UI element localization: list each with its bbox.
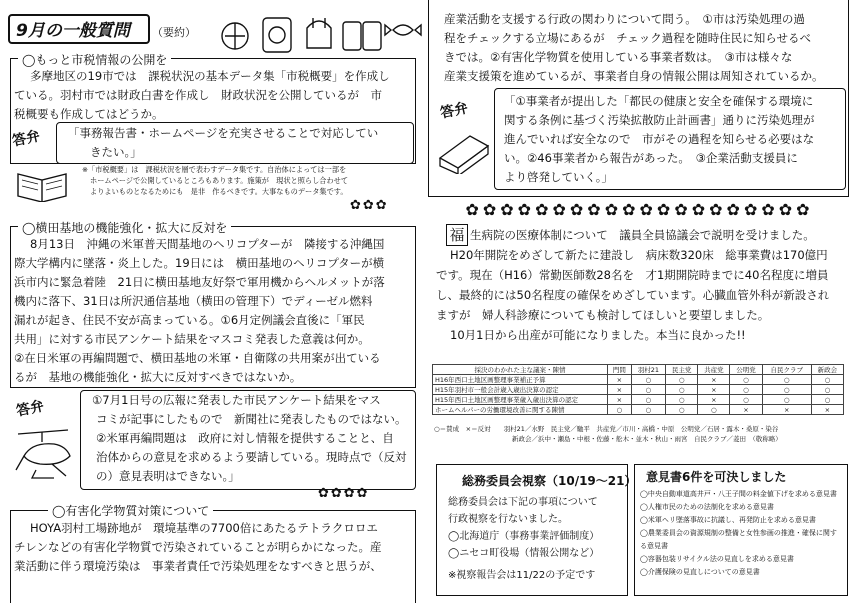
table-cell: ○ <box>811 395 843 405</box>
table-cell: H16年西口土地区画整理事業補正予算 <box>433 375 608 385</box>
fukushi-line-1: 生病院の医療体制について 議員全員協議会で説明を受けました。 <box>470 228 815 242</box>
table-cell: ○ <box>730 375 762 385</box>
ikensho-item: ◯介護保険の見直しについての意見書 <box>640 568 760 576</box>
chem-answer-5: より啓発していく。」 <box>504 170 614 184</box>
table-cell: ○ <box>631 405 665 415</box>
book-icon <box>14 164 74 202</box>
table-row <box>433 395 844 405</box>
table-cell: × <box>811 405 843 415</box>
answer-label: 答弁 <box>438 100 470 122</box>
table-cell: H15年西口土地区画整理事業歳入歳出決算の認定 <box>433 395 608 405</box>
answer-label: 答弁 <box>10 128 42 150</box>
table-cell: ○ <box>631 385 665 395</box>
ikensho-item: ◯米軍ヘリ墜落事故に抗議し、再発防止を求める意見書 <box>640 516 816 524</box>
fukushi-line-3: です。現在（H16）常勤医師数28名を 才1期開院時までに40名程度に増員 <box>436 268 829 282</box>
table-row <box>433 405 844 415</box>
lead-character: 福 <box>446 224 468 246</box>
table-cell: ○ <box>666 395 698 405</box>
soumu-title: 総務委員会視察（10/19～21） <box>462 474 637 488</box>
page-title: 9月の一般質問 <box>8 14 150 44</box>
table-cell: ○ <box>631 395 665 405</box>
leaf-ornament: ✿✿✿ <box>350 198 389 213</box>
table-cell: ○ <box>631 375 665 385</box>
chem-cont-3: きでは。②有害化学物質を使用している事業者数は。 ③市は様々な <box>444 50 793 64</box>
tax-line-3: 税概要も作成してはどうか。 <box>14 107 164 121</box>
ikensho-item: ◯中央自動車道高井戸・八王子間の料金値下げを求める意見書 <box>640 490 837 498</box>
chem-answer-1: 「①事業者が提出した「都民の健康と安全を確保する環境に <box>504 94 814 108</box>
ikensho-title: 意見書6件を可決しました <box>646 470 787 484</box>
tax-answer-1: 「事務報告書・ホームページを充実させることで対応してい <box>68 126 379 140</box>
chem-cont-4: 産業支援策を進めているが、事業者自身の情報公開は周知されているか。 <box>444 69 824 83</box>
table-header: 共産党 <box>698 365 730 375</box>
table-header: 公明党 <box>730 365 762 375</box>
table-cell: × <box>608 385 632 395</box>
decorative-items-illustration <box>215 8 425 58</box>
soumu-line-5: ※視察報告会は11/22の予定です <box>448 570 596 581</box>
yokota-answer-4: 治体からの意見を求めるよう要請している。現時点で（反対 <box>96 450 407 464</box>
chem-answer-3: 進んでいれば安全なので 市がその過程を知らせる必要はな <box>504 132 815 146</box>
yokota-answer-3: ②米軍再編問題は 政府に対し情報を提供することと、自 <box>96 431 394 445</box>
table-cell: H15年羽村市一般会計歳入歳出決算の認定 <box>433 385 608 395</box>
helicopter-icon <box>12 426 76 482</box>
table-cell: ○ <box>698 405 730 415</box>
vote-table <box>432 364 844 415</box>
table-cell: × <box>608 395 632 405</box>
table-cell: ○ <box>762 395 811 405</box>
table-header: 民主党 <box>666 365 698 375</box>
table-header: 門間 <box>608 365 632 375</box>
tax-note-3: よりよいものとなるためにも 是非 作るべきです。大事なものデータ集です。 <box>90 187 348 196</box>
vote-legend-1: ○＝賛成 ×＝反対 羽村21／水野 民主党／馳平 共産党／市川・高橋・中原 公明党／石居・露木・桑原・染谷 <box>434 425 779 433</box>
leaf-ornament: ✿✿✿✿ <box>318 486 370 501</box>
yokota-line-7: ②在日米軍の再編問題で、横田基地の米軍・自衛隊の共用案が出ている <box>14 351 381 365</box>
table-cell: ○ <box>608 405 632 415</box>
tax-line-1: 多摩地区の19市では 課税状況の基本データ集「市税概要」を作成し <box>30 69 390 83</box>
ikensho-item: ◯農業委員会の資源規制の整備と女性参画の推進・確保に関する意見書 <box>640 529 837 550</box>
books-icon <box>436 128 492 174</box>
soumu-line-3: ◯北海道庁（事務事業評価制度） <box>448 531 600 542</box>
table-cell: ホームヘルパーの労働環境改善に関する陳情 <box>433 405 608 415</box>
table-header: 採決のわかれた主な議案・陳情 <box>433 365 608 375</box>
table-cell: × <box>698 385 730 395</box>
table-cell: ○ <box>762 375 811 385</box>
table-cell: ○ <box>666 385 698 395</box>
chem-line-1: HOYA羽村工場跡地が 環境基準の7700倍にあたるテトラクロロエ <box>30 521 378 535</box>
yokota-line-4: 機内に落下、31日は所沢通信基地（横田の管理下）でディーゼル燃料 <box>14 294 373 308</box>
table-cell: ○ <box>666 405 698 415</box>
table-cell: ○ <box>762 385 811 395</box>
table-header-row <box>433 365 844 375</box>
table-cell: × <box>730 405 762 415</box>
soumu-line-1: 総務委員会は下記の事項について <box>448 497 598 508</box>
table-cell: × <box>698 375 730 385</box>
section-title-tax: ◯もっと市税情報の公開を <box>18 51 171 68</box>
yokota-line-8: るが 基地の機能強化・拡大に反対すべきではないか。 <box>14 370 302 384</box>
yokota-line-5: 漏れが起き、住民不安が高まっている。①6月定例議会直後に「軍民 <box>14 313 365 327</box>
yokota-answer-1: ①7月1日号の広報に発表した市民アンケート結果をマス <box>92 393 381 407</box>
yokota-answer-5: の）意見表明はできない。」 <box>96 469 240 483</box>
yokota-line-1: 8月13日 沖縄の米軍普天間基地のヘリコプターが 隣接する沖縄国 <box>30 237 385 251</box>
table-cell: ○ <box>666 375 698 385</box>
page-subtitle: （要約） <box>152 26 196 39</box>
chem-line-3: 業活動に伴う環境汚染は 事業者責任で汚染処理をなすべきと思うが、 <box>14 559 382 573</box>
tax-answer-2: きたい。」 <box>90 145 142 159</box>
answer-label: 答弁 <box>14 398 46 420</box>
soumu-line-4: ◯ニセコ町役場（情報公開など） <box>448 548 600 559</box>
vote-legend-2: 新政会／浜中・瀬島・中根・佐藤・舩木・並木・秋山・雨宮 自民クラブ／菱田 （敬称略） <box>512 435 782 443</box>
tax-note-2: ホームページで公開しているところもあります。施策が 現状と照らし合わせて <box>90 176 349 185</box>
table-cell: × <box>698 395 730 405</box>
section-title-chemicals: ◯有害化学物質対策について <box>48 502 213 519</box>
tax-note-1: ※「市税概要」は 課税状況を層で表わすデータ集です。自治体によっては一部を <box>82 165 347 174</box>
table-header: 自民クラブ <box>762 365 811 375</box>
table-cell: × <box>608 375 632 385</box>
table-cell: ○ <box>730 385 762 395</box>
tax-line-2: ている。羽村市では財政白書を作成し 財政状況を公開しているが 市 <box>14 88 382 102</box>
leaf-divider: ✿✿✿✿✿✿✿✿✿✿✿✿✿✿✿✿✿✿✿✿ <box>465 200 814 219</box>
chem-cont-1: 産業活動を支援する行政の関わりについて問う。 ①市は汚染処理の過 <box>444 12 805 26</box>
table-row <box>433 385 844 395</box>
table-cell: ○ <box>730 395 762 405</box>
chem-line-2: チレンなどの有害化学物質で汚染されていることが明らかになった。産 <box>14 540 382 554</box>
fukushi-line-4: し、最終的には50名程度の確保をめざしています。心臓血管外科が新設され <box>436 288 830 302</box>
table-cell: × <box>762 405 811 415</box>
chem-answer-4: い。②46事業者から報告があった。 ③企業活動支援員に <box>504 151 798 165</box>
fukushi-line-6: 10月1日から出産が可能になりました。本当に良かった!! <box>450 328 746 342</box>
yokota-line-6: 共用」に対する市民アンケート結果をマスコミ発表した意義は何か。 <box>14 332 370 346</box>
fukushi-line-2: H20年開院をめざして新たに建設し 病床数320床 総事業費は170億円 <box>450 248 828 262</box>
yokota-line-3: 浜市内に緊急着陸 21日に横田基地友好祭で軍用機からヘルメットが落 <box>14 275 385 289</box>
table-header: 羽村21 <box>631 365 665 375</box>
ikensho-item: ◯人権市民のための法制化を求める意見書 <box>640 503 774 511</box>
chem-answer-2: 関する条例に基づく汚染拡散防止計画書」通りに汚染処理が <box>504 113 815 127</box>
yokota-answer-2: コミが記事にしたもので 新聞社に発表したものではない。 <box>96 412 407 426</box>
table-cell: ○ <box>811 375 843 385</box>
fukushi-line-5: ますが 婦人科診療についても検討してほしいと要望しました。 <box>436 308 770 322</box>
table-cell: ○ <box>811 385 843 395</box>
table-row <box>433 375 844 385</box>
table-header: 新政会 <box>811 365 843 375</box>
soumu-line-2: 行政視察を行ないました。 <box>448 514 568 525</box>
yokota-line-2: 際大学構内に墜落・炎上した。19日には 横田基地のヘリコプターが横 <box>14 256 385 270</box>
section-title-yokota: ◯横田基地の機能強化・拡大に反対を <box>18 219 231 236</box>
ikensho-item: ◯容器包装リサイクル法の見直しを求める意見書 <box>640 555 794 563</box>
chem-cont-2: 程をチェックする立場にあるが チェック過程を随時住民に知らせるべ <box>444 31 811 45</box>
